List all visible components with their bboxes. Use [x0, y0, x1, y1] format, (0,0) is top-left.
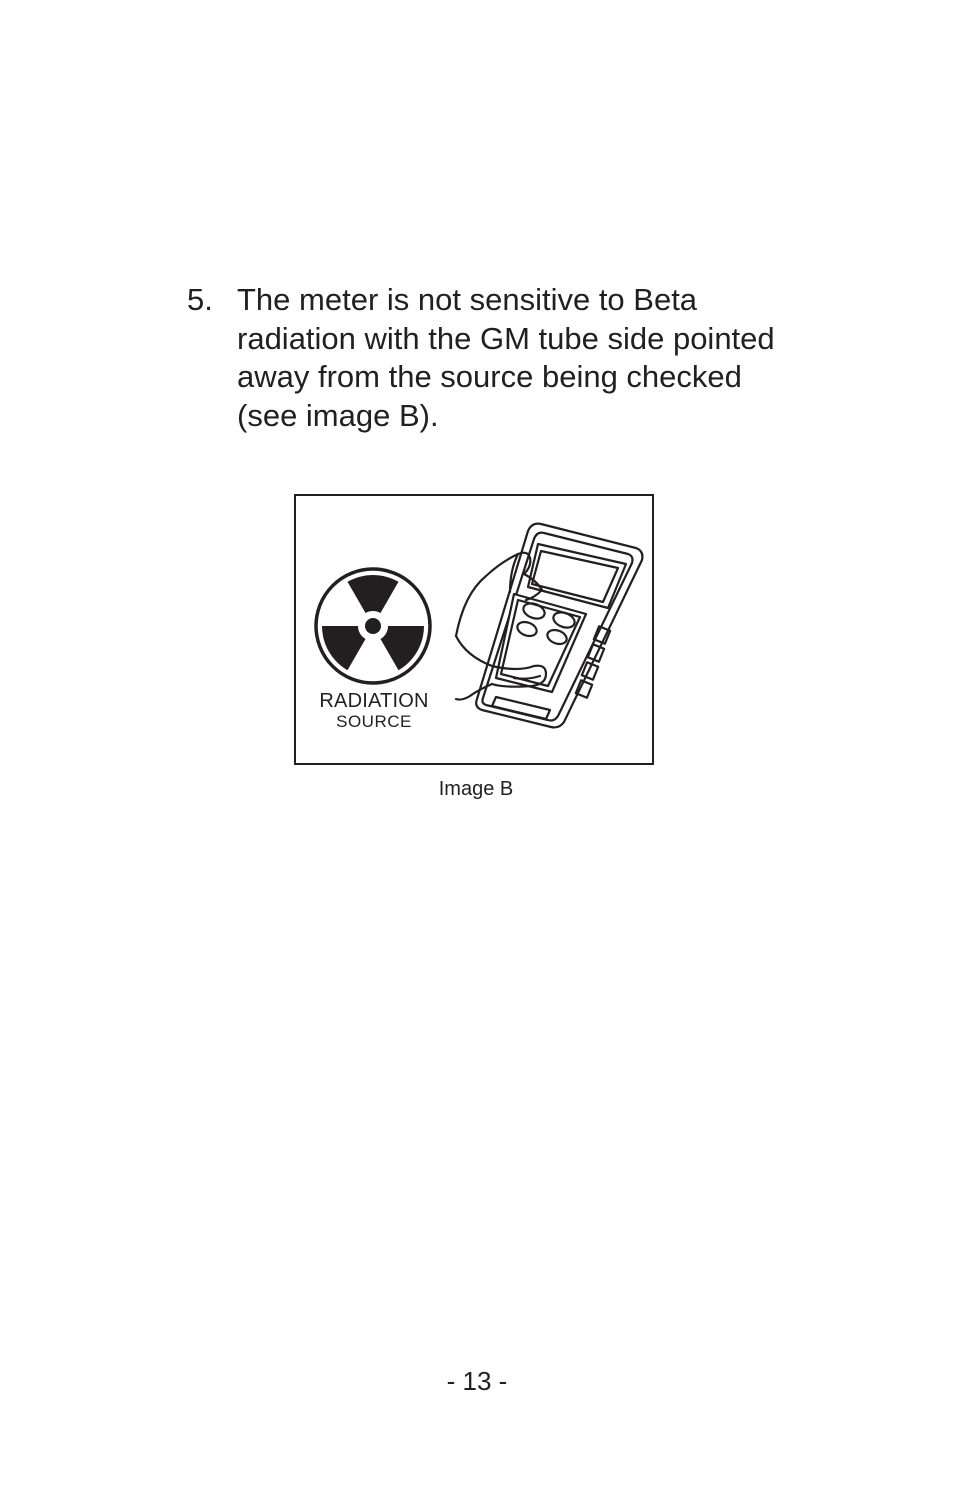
radiation-trefoil-icon [316, 569, 430, 683]
step-number: 5. [187, 282, 213, 317]
figure-image-b [294, 494, 654, 765]
radiation-source-label-line1: RADIATION [319, 690, 429, 712]
step-text: The meter is not sensitive to Beta radiation with the GM tube side pointed away from the source being checked (see image B). [237, 282, 775, 433]
radiation-source-label-line2: SOURCE [336, 712, 412, 731]
page-number: - 13 - [446, 1366, 508, 1396]
hand-holding-meter-illustration [456, 524, 642, 728]
figure-caption: Image B [438, 778, 514, 800]
instruction-step [187, 281, 807, 435]
